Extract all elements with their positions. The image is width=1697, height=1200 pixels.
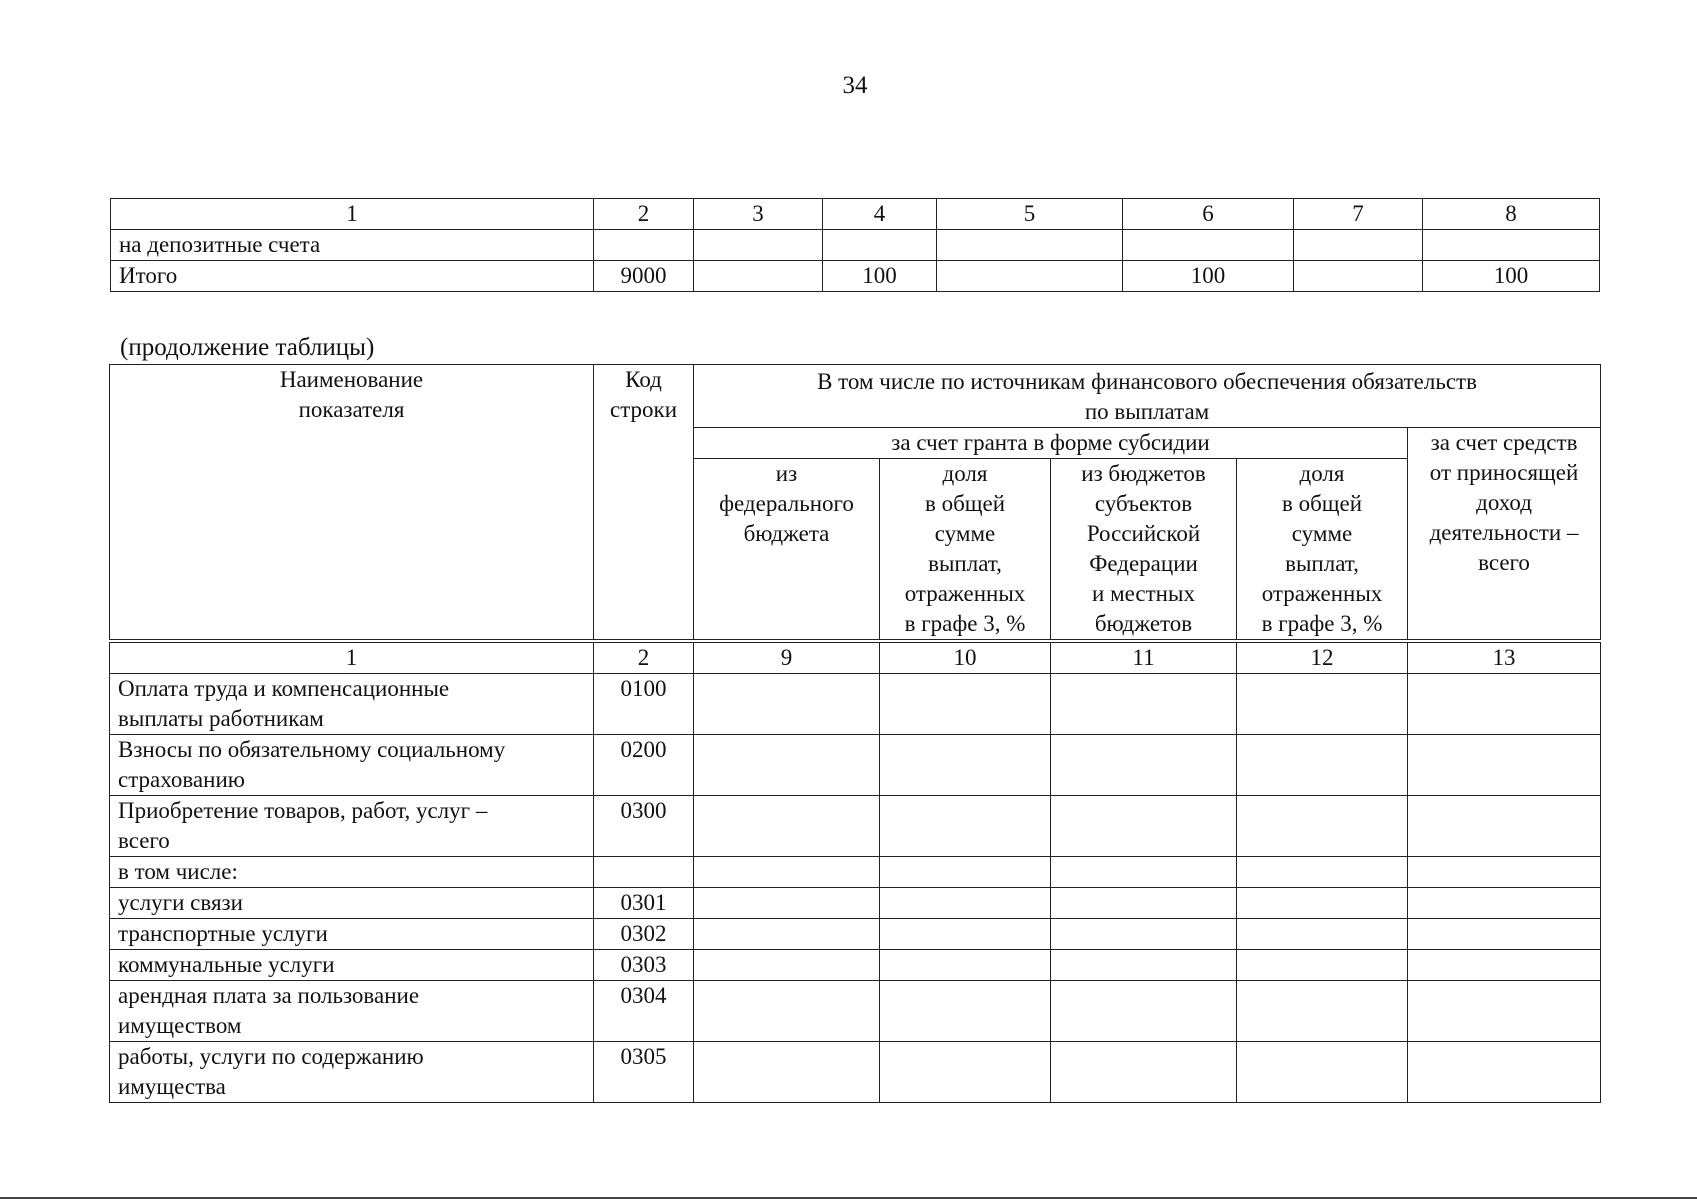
table-row (110, 735, 1601, 796)
cell-value (1408, 950, 1601, 981)
cell-value (1051, 857, 1237, 888)
row-name (110, 674, 594, 735)
cell-value (1051, 796, 1237, 857)
cell-value (694, 735, 880, 796)
cell-value (1051, 919, 1237, 950)
cell-value (1237, 735, 1408, 796)
header-sources-line: В том числе по источникам финансового обеспечения обязательств (817, 369, 1477, 394)
table-header (109, 364, 1601, 640)
row-name-line: имуществом (118, 1013, 242, 1038)
cell-value (880, 674, 1051, 735)
table-row (111, 230, 1600, 261)
header-income-column (1408, 428, 1601, 640)
cell-value (1237, 674, 1408, 735)
row-name-line: страхованию (118, 767, 245, 792)
row-name-line: Оплата труда и компенсационные (118, 676, 450, 701)
header-regional-line: бюджетов (1094, 611, 1193, 636)
row-name-line: транспортные услуги (118, 921, 328, 946)
header-share-line: в графе 3, % (904, 611, 1026, 636)
cell-value (694, 888, 880, 919)
header-income-line: доход (1476, 490, 1532, 515)
page-edge-rule (0, 1197, 1697, 1199)
cell-value (1237, 796, 1408, 857)
row-code: 0200 (594, 735, 694, 796)
row-name (110, 888, 594, 919)
cell-value (594, 230, 694, 261)
header-regional-line: Российской (1086, 521, 1201, 546)
header-share-line: отраженных (904, 581, 1026, 606)
cell-value (880, 950, 1051, 981)
cell-value (694, 230, 823, 261)
header-share-line: выплат, (1285, 551, 1359, 576)
column-number: 2 (594, 199, 694, 230)
header-name-column (110, 365, 594, 640)
column-number: 10 (880, 643, 1051, 674)
cell-value (1237, 950, 1408, 981)
table-row (110, 888, 1601, 919)
column-number-row (110, 643, 1601, 674)
header-share-line: сумме (1291, 521, 1353, 546)
cell-value (1294, 230, 1423, 261)
cell-value (1408, 981, 1601, 1042)
header-code-line: Код (625, 367, 662, 392)
row-name (110, 796, 594, 857)
header-share-federal-column (880, 459, 1051, 640)
row-name (110, 950, 594, 981)
column-number: 12 (1237, 643, 1408, 674)
cell-value (1408, 919, 1601, 950)
row-name (110, 919, 594, 950)
cell-value: 9000 (594, 261, 694, 292)
cell-value (880, 888, 1051, 919)
cell-value (694, 674, 880, 735)
cell-value: 100 (1123, 261, 1294, 292)
header-share-line: отраженных (1261, 581, 1383, 606)
table-row (111, 261, 1600, 292)
page-number: 34 (842, 72, 868, 99)
cell-value (1408, 674, 1601, 735)
cell-value (694, 981, 880, 1042)
row-name: на депозитные счета (111, 230, 594, 261)
cell-value (880, 796, 1051, 857)
row-name (110, 1042, 594, 1103)
cell-value (694, 950, 880, 981)
column-number: 5 (937, 199, 1123, 230)
row-name-line: выплаты работникам (118, 706, 324, 731)
table-row (110, 857, 1601, 888)
main-table (109, 642, 1601, 1103)
header-grant: за счет гранта в форме субсидии (694, 428, 1408, 459)
cell-value (1237, 981, 1408, 1042)
row-code: 0300 (594, 796, 694, 857)
header-sources-line: по выплатам (1084, 399, 1210, 424)
cell-value (694, 857, 880, 888)
header-regional-line: из бюджетов (1081, 461, 1206, 486)
cell-value (880, 981, 1051, 1042)
previous-table-fragment (110, 198, 1600, 292)
row-name-line: услуги связи (118, 890, 243, 915)
row-code: 0304 (594, 981, 694, 1042)
header-share-line: выплат, (928, 551, 1002, 576)
cell-value (1408, 735, 1601, 796)
header-code-line: строки (609, 397, 678, 422)
column-number: 3 (694, 199, 823, 230)
column-number: 13 (1408, 643, 1601, 674)
row-name: Итого (111, 261, 594, 292)
header-federal-line: бюджета (743, 521, 830, 546)
cell-value (1423, 230, 1600, 261)
row-code: 0301 (594, 888, 694, 919)
header-income-line: за счет средств (1430, 430, 1578, 455)
continuation-label: (продолжение таблицы) (120, 334, 375, 361)
header-share-line: в общей (1281, 491, 1363, 516)
column-number: 4 (823, 199, 937, 230)
row-name-line: имущества (118, 1074, 226, 1099)
header-share-regional-column (1237, 459, 1408, 640)
header-share-line: в общей (924, 491, 1006, 516)
header-regional-line: субъектов (1094, 491, 1193, 516)
table-row (110, 1042, 1601, 1103)
table-row (110, 981, 1601, 1042)
header-name-line: показателя (298, 397, 405, 422)
header-federal-line: из (775, 461, 798, 486)
row-name-line: коммунальные услуги (118, 952, 335, 977)
column-number: 9 (694, 643, 880, 674)
cell-value (694, 1042, 880, 1103)
row-name-line: арендная плата за пользование (118, 983, 420, 1008)
row-name-line: Приобретение товаров, работ, услуг – (118, 798, 488, 823)
cell-value (1237, 919, 1408, 950)
header-share-line: сумме (934, 521, 996, 546)
column-number: 6 (1123, 199, 1294, 230)
cell-value (1051, 674, 1237, 735)
row-code (594, 857, 694, 888)
column-number-row (111, 199, 1600, 230)
header-federal-line: федерального (719, 491, 854, 516)
row-code: 0305 (594, 1042, 694, 1103)
row-name (110, 857, 594, 888)
header-regional-line: и местных (1092, 581, 1195, 606)
cell-value (1408, 1042, 1601, 1103)
cell-value (1408, 796, 1601, 857)
row-name-line: в том числе: (118, 859, 238, 884)
cell-value (1051, 981, 1237, 1042)
header-income-line: всего (1478, 550, 1530, 575)
cell-value (1051, 888, 1237, 919)
cell-value (880, 857, 1051, 888)
row-code: 0100 (594, 674, 694, 735)
table-row (110, 919, 1601, 950)
cell-value (1237, 888, 1408, 919)
cell-value (1237, 857, 1408, 888)
header-share-line: в графе 3, % (1261, 611, 1383, 636)
cell-value (823, 230, 937, 261)
header-sources (694, 365, 1601, 428)
row-name (110, 735, 594, 796)
cell-value (1051, 735, 1237, 796)
cell-value (694, 919, 880, 950)
cell-value (1237, 1042, 1408, 1103)
column-number: 1 (111, 199, 594, 230)
header-share-line: доля (942, 461, 988, 486)
row-code: 0302 (594, 919, 694, 950)
cell-value (880, 1042, 1051, 1103)
row-name (110, 981, 594, 1042)
header-share-line: доля (1299, 461, 1345, 486)
cell-value: 100 (823, 261, 937, 292)
column-number: 2 (594, 643, 694, 674)
cell-value (1408, 857, 1601, 888)
row-code: 0303 (594, 950, 694, 981)
cell-value (1123, 230, 1294, 261)
header-name-line: Наименование (279, 367, 424, 392)
cell-value (1408, 888, 1601, 919)
cell-value (1051, 1042, 1237, 1103)
column-number: 7 (1294, 199, 1423, 230)
header-income-line: деятельности – (1429, 520, 1579, 545)
cell-value (1294, 261, 1423, 292)
cell-value (937, 230, 1123, 261)
cell-value (694, 261, 823, 292)
column-number: 8 (1423, 199, 1600, 230)
header-federal-column (694, 459, 880, 640)
header-code-column (594, 365, 694, 640)
row-name-line: Взносы по обязательному социальному (118, 737, 506, 762)
header-regional-line: Федерации (1089, 551, 1198, 576)
column-number: 1 (110, 643, 594, 674)
cell-value: 100 (1423, 261, 1600, 292)
cell-value (937, 261, 1123, 292)
table-row (110, 796, 1601, 857)
column-number: 11 (1051, 643, 1237, 674)
header-income-line: от приносящей (1429, 460, 1579, 485)
header-regional-column (1051, 459, 1237, 640)
row-name-line: всего (118, 828, 170, 853)
cell-value (1051, 950, 1237, 981)
row-name-line: работы, услуги по содержанию (118, 1044, 424, 1069)
table-row (110, 674, 1601, 735)
cell-value (880, 735, 1051, 796)
table-row (110, 950, 1601, 981)
cell-value (694, 796, 880, 857)
cell-value (880, 919, 1051, 950)
